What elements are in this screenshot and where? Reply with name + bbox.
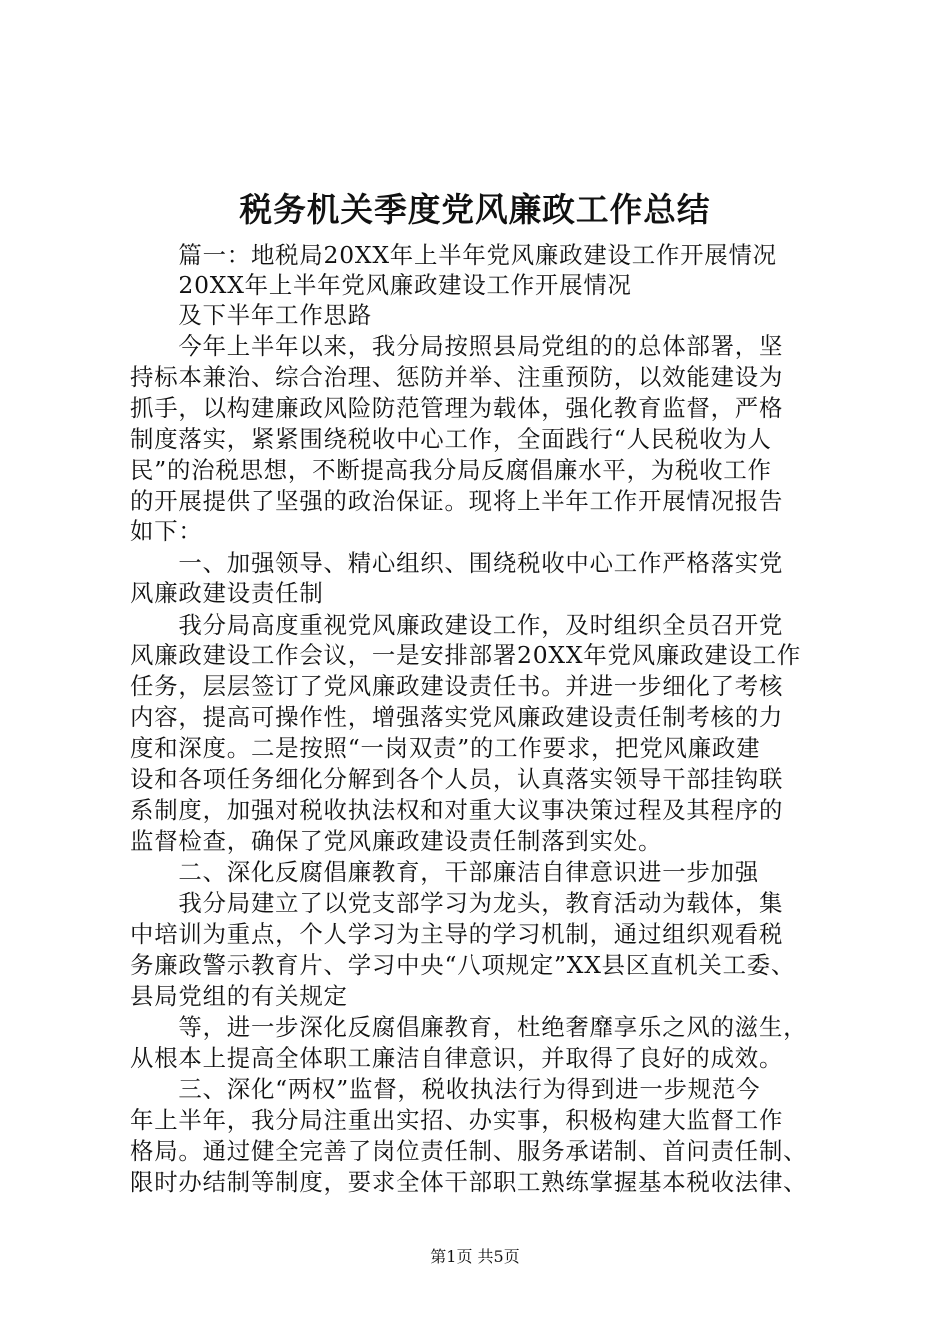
- body-line-18: 设和各项任务细化分解到各个人员，认真落实领导干部挂钩联: [130, 765, 784, 793]
- body-line-24: 务廉政警示教育片、学习中央“八项规定”XX县区直机关工委、: [130, 951, 796, 979]
- body-line-16: 内容，提高可操作性，增强落实党风廉政建设责任制考核的力: [130, 703, 784, 731]
- body-line-2: 20XX年上半年党风廉政建设工作开展情况: [130, 271, 632, 299]
- body-line-5: 持标本兼治、综合治理、惩防并举、注重预防，以效能建设为: [130, 363, 784, 391]
- body-line-3: 及下半年工作思路: [130, 301, 372, 329]
- body-line-11: 一、加强领导、精心组织、围绕税收中心工作严格落实党: [130, 549, 784, 577]
- body-line-8: 民”的治税思想，不断提高我分局反腐倡廉水平，为税收工作: [130, 456, 772, 484]
- body-line-31: 限时办结制等制度，要求全体干部职工熟练掌握基本税收法律、: [130, 1168, 808, 1196]
- body-line-4: 今年上半年以来，我分局按照县局党组的的总体部署，坚: [130, 332, 784, 360]
- body-line-30: 格局。通过健全完善了岗位责任制、服务承诺制、首问责任制、: [130, 1137, 808, 1165]
- body-line-25: 县局党组的有关规定: [130, 982, 348, 1010]
- body-line-20: 监督检查，确保了党风廉政建设责任制落到实处。: [130, 827, 663, 855]
- body-line-1: 篇一：地税局20XX年上半年党风廉政建设工作开展情况: [130, 241, 777, 269]
- document-title: 税务机关季度党风廉政工作总结: [239, 190, 711, 229]
- body-line-12: 风廉政建设责任制: [130, 579, 324, 607]
- body-line-27: 从根本上提高全体职工廉洁自律意识，并取得了良好的成效。: [130, 1044, 784, 1072]
- body-line-9: 的开展提供了坚强的政治保证。现将上半年工作开展情况报告: [130, 487, 784, 515]
- body-line-29: 年上半年，我分局注重出实招、办实事，积极构建大监督工作: [130, 1106, 784, 1134]
- body-line-28: 三、深化“两权”监督，税收执法行为得到进一步规范今: [130, 1075, 761, 1103]
- body-line-21: 二、深化反腐倡廉教育，干部廉洁自律意识进一步加强: [130, 858, 759, 886]
- body-line-13: 我分局高度重视党风廉政建设工作，及时组织全员召开党: [130, 611, 784, 639]
- body-line-22: 我分局建立了以党支部学习为龙头，教育活动为载体，集: [130, 889, 784, 917]
- body-line-19: 系制度，加强对税收执法权和对重大议事决策过程及其程序的: [130, 796, 784, 824]
- body-line-10: 如下：: [130, 517, 203, 545]
- page-number-footer: 第1页 共5页: [430, 1247, 520, 1266]
- body-line-7: 制度落实，紧紧围绕税收中心工作，全面践行“人民税收为人: [130, 425, 772, 453]
- body-line-6: 抓手，以构建廉政风险防范管理为载体，强化教育监督，严格: [130, 394, 784, 422]
- body-line-17: 度和深度。二是按照“一岗双责”的工作要求，把党风廉政建: [130, 734, 761, 762]
- body-line-26: 等，进一步深化反腐倡廉教育，杜绝奢靡享乐之风的滋生，: [130, 1013, 808, 1041]
- body-line-15: 任务，层层签订了党风廉政建设责任书。并进一步细化了考核: [130, 672, 784, 700]
- body-line-14: 风廉政建设工作会议，一是安排部署20XX年党风廉政建设工作: [130, 641, 802, 669]
- body-line-23: 中培训为重点，个人学习为主导的学习机制，通过组织观看税: [130, 920, 784, 948]
